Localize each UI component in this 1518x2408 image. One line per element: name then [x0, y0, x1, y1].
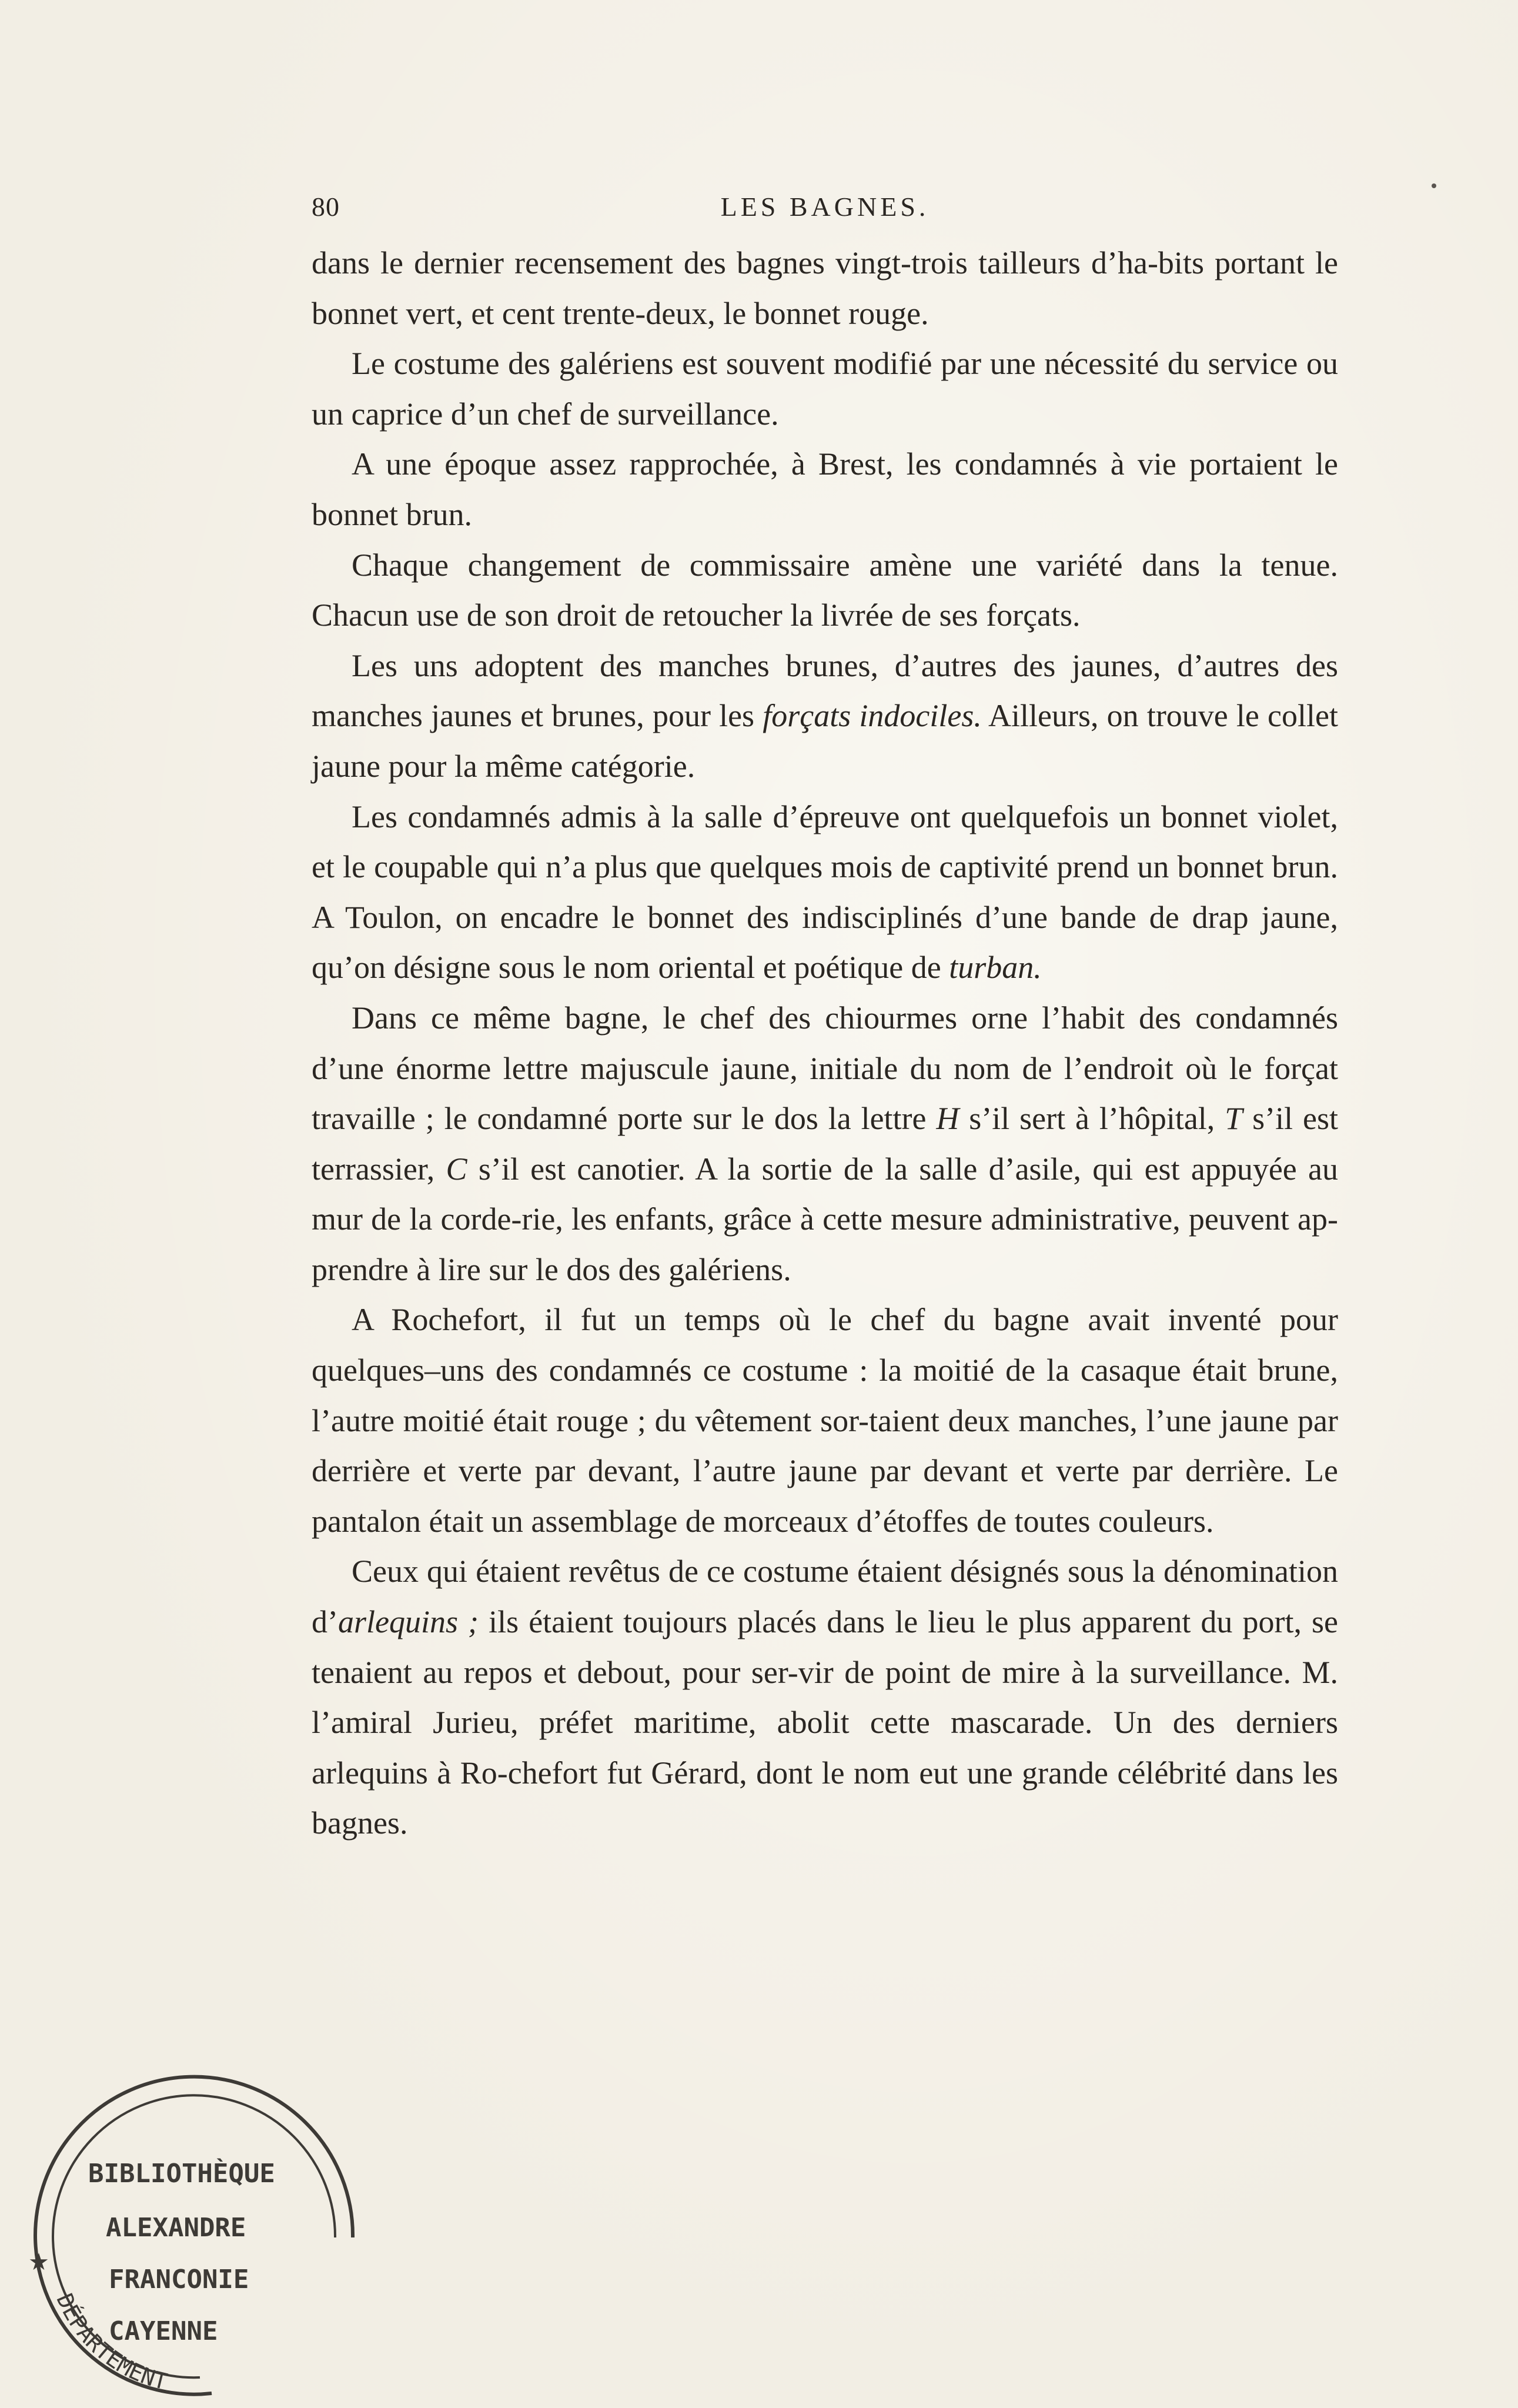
italic-text: C [446, 1151, 467, 1187]
paragraph [312, 238, 1338, 339]
text-run: s’il sert à l’hôpital, [959, 1101, 1225, 1137]
ink-dot [1432, 183, 1436, 188]
stamp-line-bibliotheque: BIBLIOTHÈQUE [88, 2159, 275, 2189]
paragraph [312, 339, 1338, 439]
running-head: LES BAGNES. [720, 192, 929, 222]
stamp-line-alexandre: ALEXANDRE [106, 2213, 246, 2243]
text-run: dans le dernier recensement des bagnes vingt-trois tailleurs d’ha-bits portant le bonnet vert, et cent trente-deux, le bonnet rouge. [312, 245, 1338, 331]
body-text [312, 238, 1338, 1849]
text-run: Ailleurs, on trouve le collet jaune pour la même catégorie. [312, 698, 1339, 784]
paragraph [312, 1295, 1338, 1547]
page-header [312, 191, 1338, 238]
text-run: s’il est terrassier, [312, 1101, 1338, 1187]
text-run: Le costume des galériens est souvent modifié par une nécessité du service ou un caprice d’un chef de surveillance. [312, 346, 1338, 432]
paragraph [312, 641, 1338, 792]
text-run: s’il est canotier. A la sortie de la salle d’asile, qui est appuyée au mur de la corde-rie, les enfants, grâce à cette mesure administrative, peuvent ap-prendre à lire sur le dos des galériens. [312, 1151, 1338, 1287]
library-stamp [24, 2061, 365, 2408]
italic-text: H [936, 1101, 959, 1137]
paragraph [312, 792, 1338, 993]
stamp-star: ★ [28, 2249, 49, 2276]
page-number: 80 [312, 192, 340, 222]
text-run: A une époque assez rapprochée, à Brest, les condamnés à vie portaient le bonnet brun. [312, 446, 1338, 532]
stamp-line-cayenne: CAYENNE [109, 2316, 218, 2346]
library-stamp-graphic [24, 2061, 365, 2408]
text-run: Les uns adoptent des manches brunes, d’autres des jaunes, d’autres des manches jaunes et brunes, pour les [312, 647, 1338, 734]
italic-text: arlequins ; [337, 1604, 479, 1640]
paragraph [312, 540, 1338, 641]
italic-text: turban. [949, 950, 1042, 986]
paragraph [312, 993, 1338, 1295]
stamp-line-franconie: FRANCONIE [109, 2265, 249, 2295]
text-run: Chaque changement de commissaire amène une variété dans la tenue. Chacun use de son droit de retoucher la livrée de ses forçats. [312, 547, 1338, 633]
paragraph [312, 1547, 1338, 1849]
text-run: Dans ce même bagne, le chef des chiourmes orne l’habit des condamnés d’une énorme lettre majuscule jaune, initiale du nom de l’endroit où le forçat travaille ; le condamné porte sur le dos la lettre [312, 1000, 1338, 1137]
text-run: Ceux qui étaient revêtus de ce costume étaient désignés sous la dénomination d’ [312, 1554, 1338, 1640]
paragraph [312, 439, 1338, 540]
italic-text: forçats indociles. [763, 698, 982, 734]
text-run: Les condamnés admis à la salle d’épreuve ont quelquefois un bonnet violet, et le coupable qui n’a plus que quelques mois de captivité prend un bonnet brun. A Toulon, on encadre le bonnet des indisciplinés d’une bande de drap jaune, qu’on désigne sous le nom oriental et poétique de [312, 799, 1338, 986]
text-run: A Rochefort, il fut un temps où le chef du bagne avait inventé pour quelques–uns des condamnés ce costume : la moitié de la casaque était brune, l’autre moitié était rouge ; du vêtement sor-taient deux manches, l’une jaune par derrière et verte par devant, l’autre jaune par devant et verte par derrière. Le pantalon était un assemblage de morceaux d’étoffes de toutes couleurs. [312, 1302, 1338, 1539]
text-run: ils étaient toujours placés dans le lieu le plus apparent du port, se tenaient au repos et debout, pour ser-vir de point de mire à la surveillance. M. l’amiral Jurieu, préfet maritime, abolit cette mascarade. Un des derniers arlequins à Ro-chefort fut Gérard, dont le nom eut une grande célébrité dans les bagnes. [312, 1604, 1338, 1841]
stamp-arc-text: DÉPARTEMENT [51, 2289, 170, 2395]
italic-text: T [1225, 1101, 1243, 1137]
